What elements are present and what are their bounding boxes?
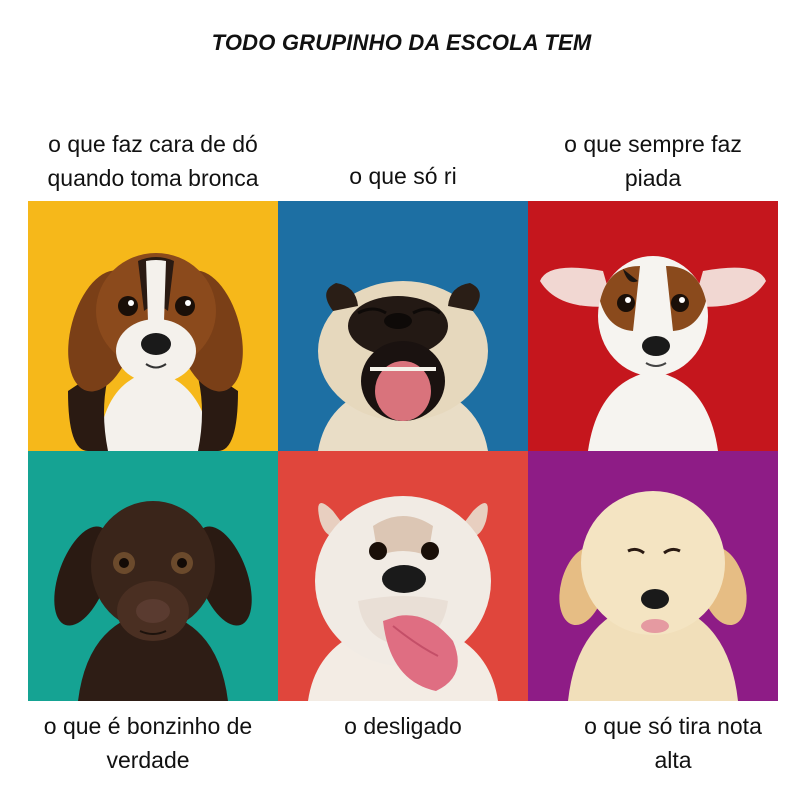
caption-lab-line-2: verdade <box>106 747 190 773</box>
caption-terrier-line-2: piada <box>624 165 682 191</box>
meme-title: TODO GRUPINHO DA ESCOLA TEM <box>211 30 592 55</box>
terrier-puppy-photo <box>528 201 778 451</box>
caption-bulldog <box>278 709 528 743</box>
caption-retriever-line-2: alta <box>654 747 692 773</box>
caption-terrier-line-1: o que sempre faz <box>564 131 742 157</box>
caption-retriever <box>548 709 798 777</box>
caption-terrier <box>528 127 778 195</box>
caption-beagle-line-1: o que faz cara de dó <box>48 131 258 157</box>
caption-pug-line-1: o que só ri <box>349 163 457 189</box>
caption-retriever-line-1: o que só tira nota <box>584 713 762 739</box>
caption-lab-line-1: o que é bonzinho de <box>43 713 253 739</box>
bulldog-puppy-photo <box>278 451 528 701</box>
caption-lab <box>13 709 283 777</box>
dog-photo-grid <box>28 201 777 701</box>
pug-puppy-photo <box>278 201 528 451</box>
caption-beagle-line-2: quando toma bronca <box>47 165 259 191</box>
caption-bulldog-line-1: o desligado <box>344 713 462 739</box>
caption-beagle <box>28 127 278 195</box>
caption-pug <box>278 159 528 193</box>
beagle-puppy-photo <box>28 201 278 451</box>
lab-puppy-photo <box>28 451 278 701</box>
retriever-puppy-photo <box>528 451 778 701</box>
